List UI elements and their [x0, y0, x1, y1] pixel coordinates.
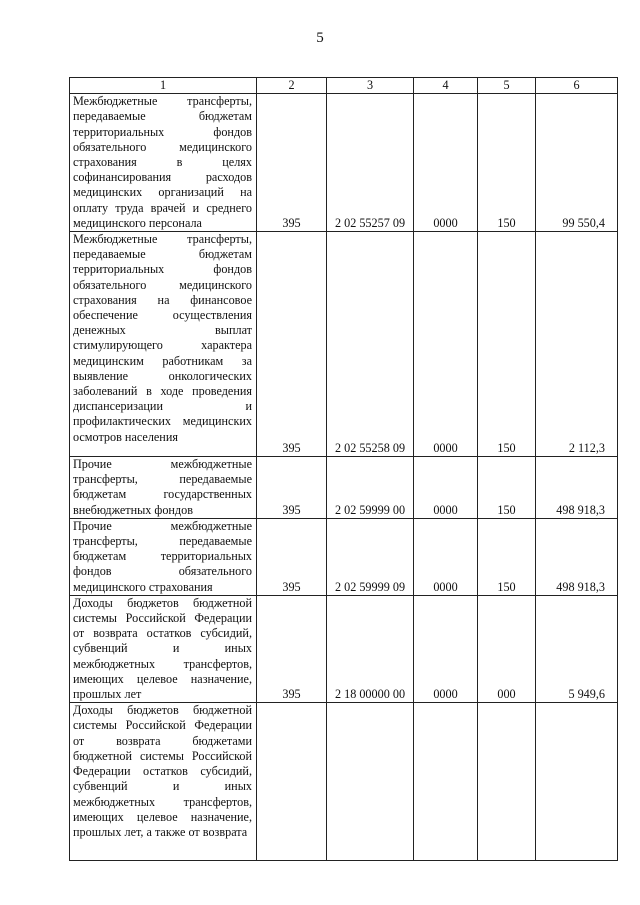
admin-code: 395: [257, 94, 327, 232]
budget-code: [327, 703, 414, 861]
amount: 99 550,4: [536, 94, 618, 232]
kosgu-code: [478, 703, 536, 861]
column-header: 2: [257, 78, 327, 94]
amount: 2 112,3: [536, 232, 618, 457]
sub-code: 0000: [414, 232, 478, 457]
table-row: [70, 94, 618, 232]
row-name: Прочие межбюджетные трансферты, передаваемые бюджетам территориальных фондов обязательного медицинского страхования: [70, 518, 257, 595]
budget-code: 2 02 59999 09: [327, 518, 414, 595]
amount: 498 918,3: [536, 457, 618, 519]
budget-code: 2 02 55258 09: [327, 232, 414, 457]
row-name: Прочие межбюджетные трансферты, передаваемые бюджетам государственных внебюджетных фондов: [70, 457, 257, 519]
kosgu-code: 150: [478, 94, 536, 232]
column-header: 6: [536, 78, 618, 94]
sub-code: 0000: [414, 94, 478, 232]
column-header: 1: [70, 78, 257, 94]
admin-code: [257, 703, 327, 861]
amount: 498 918,3: [536, 518, 618, 595]
page-number: 5: [316, 30, 324, 46]
budget-table: [69, 77, 618, 861]
budget-code: 2 02 55257 09: [327, 94, 414, 232]
row-name: Межбюджетные трансферты, передаваемые бюджетам территориальных фондов обязательного медицинского страхования в целях софинансирования расходов медицинских организаций на оплату труда врачей и среднего медицинского персонала: [70, 94, 257, 232]
table-row: [70, 457, 618, 519]
kosgu-code: 000: [478, 595, 536, 702]
sub-code: 0000: [414, 595, 478, 702]
column-header: 5: [478, 78, 536, 94]
row-name: Межбюджетные трансферты, передаваемые бюджетам территориальных фондов обязательного медицинского страхования на финансовое обеспечение осуществления денежных выплат стимулирующего характера медицинским работникам за выявление онкологических заболеваний в ходе проведения диспансеризации и профилактических медицинских осмотров населения: [70, 232, 257, 457]
header-row: [70, 78, 618, 94]
table-row: [70, 518, 618, 595]
row-name: Доходы бюджетов бюджетной системы Российской Федерации от возврата остатков субсидий, субвенций и иных межбюджетных трансфертов, имеющих целевое назначение, прошлых лет: [70, 595, 257, 702]
table-row: [70, 232, 618, 457]
row-name: Доходы бюджетов бюджетной системы Российской Федерации от возврата бюджетами бюджетной системы Российской Федерации остатков субсидий, субвенций и иных межбюджетных трансфертов, имеющих целевое назначение, прошлых лет, а также от возврата: [70, 703, 257, 861]
kosgu-code: 150: [478, 518, 536, 595]
budget-code: 2 18 00000 00: [327, 595, 414, 702]
amount: [536, 703, 618, 861]
kosgu-code: 150: [478, 457, 536, 519]
table-row: [70, 595, 618, 702]
admin-code: 395: [257, 232, 327, 457]
amount: 5 949,6: [536, 595, 618, 702]
sub-code: 0000: [414, 457, 478, 519]
admin-code: 395: [257, 457, 327, 519]
admin-code: 395: [257, 595, 327, 702]
kosgu-code: 150: [478, 232, 536, 457]
admin-code: 395: [257, 518, 327, 595]
sub-code: 0000: [414, 518, 478, 595]
budget-code: 2 02 59999 00: [327, 457, 414, 519]
column-header: 3: [327, 78, 414, 94]
table-row: [70, 703, 618, 861]
column-header: 4: [414, 78, 478, 94]
sub-code: [414, 703, 478, 861]
